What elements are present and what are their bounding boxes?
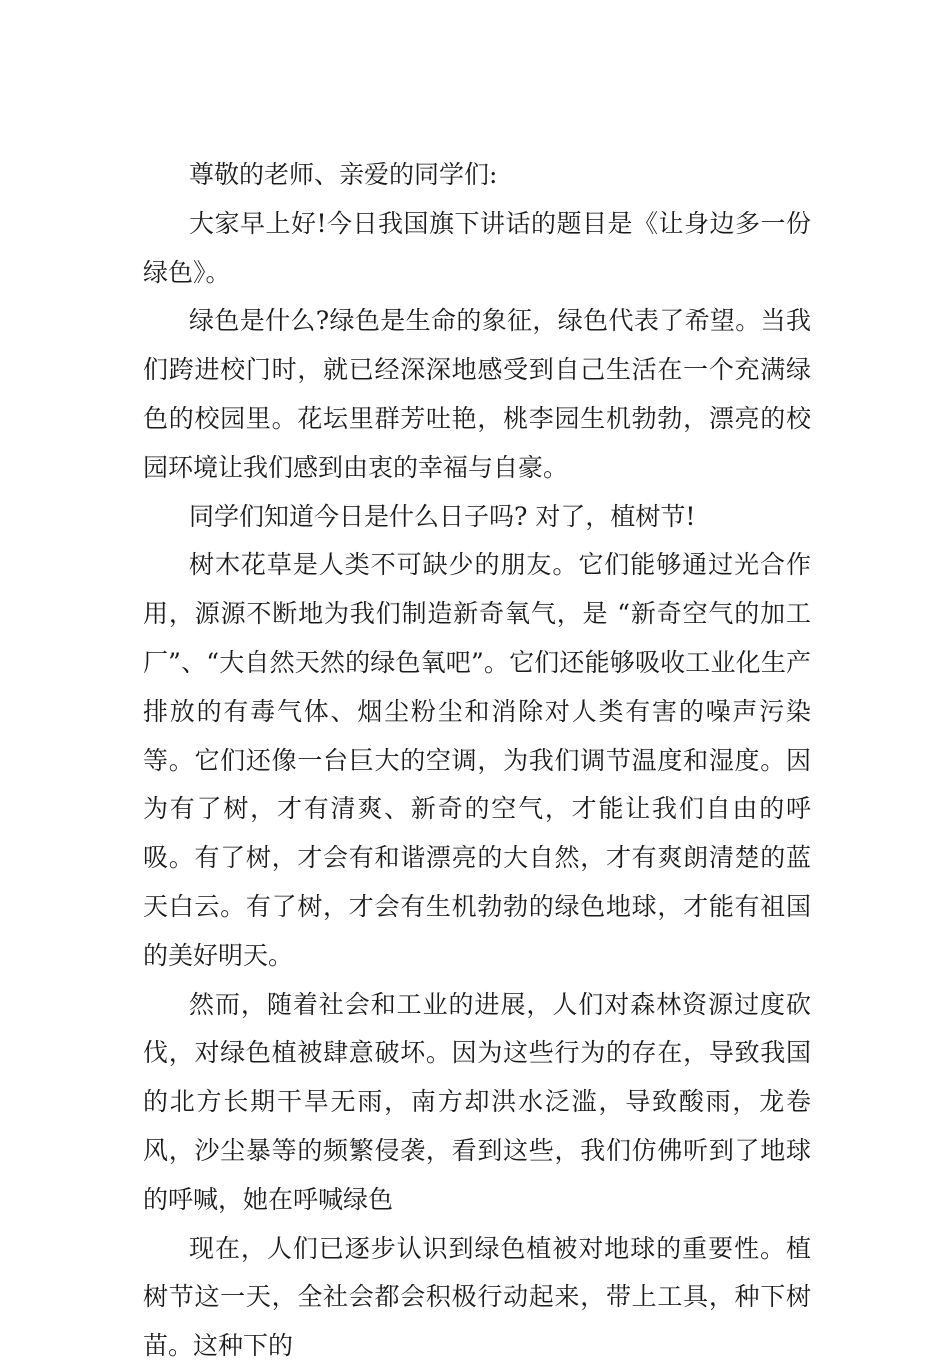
paragraph-greeting: 大家早上好!今日我国旗下讲话的题目是《让身边多一份绿色》。 (143, 208, 811, 287)
paragraph-green-meaning: 绿色是什么?绿色是生命的象征，绿色代表了希望。当我们跨进校门时，就已经深深地感受到自己生活在一个充满绿色的校园里。花坛里群芳吐艳，桃李园生机勃勃，漂亮的校园环境让我们感到由衷的幸福与自豪。 (143, 306, 811, 482)
paragraph-trees-friends: 树木花草是人类不可缺少的朋友。它们能够通过光合作用，源源不断地为我们制造新奇氧气，是 “新奇空气的加工厂”、“大自然天然的绿色氧吧”。它们还能够吸收工业化生产排放的有毒气体、烟尘粉尘和消除对人类有害的噪声污染等。它们还像一台巨大的空调，为我们调节温度和湿度。因为有了树，才有清爽、新奇的空气，才能让我们自由的呼吸。有了树，才会有和谐漂亮的大自然，才有爽朗清楚的蓝天白云。有了树，才会有生机勃勃的绿色地球，才能有祖国的美好明天。 (143, 550, 811, 970)
speech-body (143, 151, 811, 1371)
paragraph-now: 现在，人们已逐步认识到绿色植被对地球的重要性。植树节这一天，全社会都会积极行动起来，带上工具，种下树苗。这种下的 (143, 1233, 811, 1361)
salutation: 尊敬的老师、亲爱的同学们: (189, 160, 498, 189)
paragraph-arbor-day: 同学们知道今日是什么日子吗? 对了，植树节! (189, 501, 696, 531)
paragraph-deforestation: 然而，随着社会和工业的进展，人们对森林资源过度砍伐，对绿色植被肆意破坏。因为这些行为的存在，导致我国的北方长期干旱无雨，南方却洪水泛滥，导致酸雨，龙卷风，沙尘暴等的频繁侵袭，看到这些，我们仿佛听到了地球的呼喊，她在呼喊绿色 (143, 989, 811, 1214)
